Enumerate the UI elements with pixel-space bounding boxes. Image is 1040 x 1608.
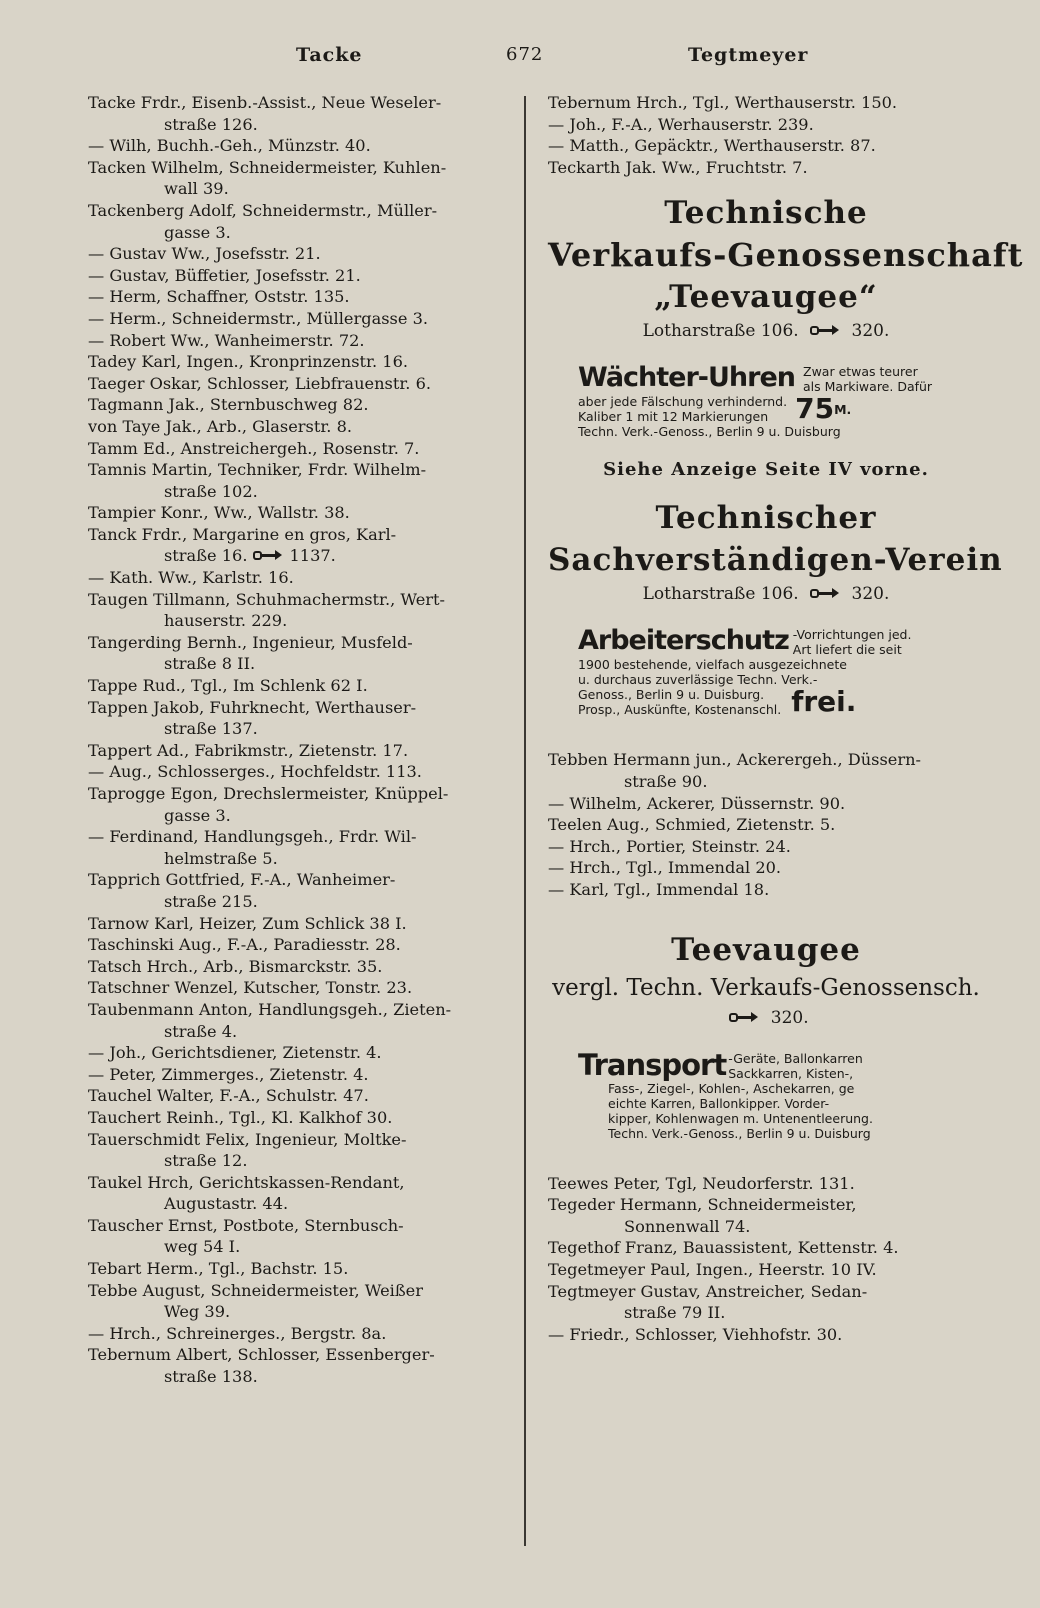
entry-text: helmstraße 5. [164, 848, 278, 868]
ad-text-line: Prosp., Auskünfte, Kostenanschl. [578, 702, 782, 718]
entry-text: — Matth., Gepäcktr., Werthauserstr. 87. [548, 136, 876, 156]
directory-entry-line [88, 524, 516, 546]
entry-text: hauserstr. 229. [164, 611, 288, 631]
directory-entry-line [88, 157, 516, 179]
ad-text-line: -Geräte, Ballonkarren [728, 1050, 863, 1066]
directory-entry-line [88, 653, 516, 675]
entry-text: Taubenmann Anton, Handlungsgeh., Zieten- [88, 999, 452, 1019]
ad-text-line: Techn. Verk.-Genoss., Berlin 9 u. Duisburg [608, 1125, 871, 1141]
entry-text: Teckarth Jak. Ww., Fruchtstr. 7. [548, 157, 808, 177]
header-right-keyword: Tegtmeyer [688, 44, 809, 66]
entry-text: Tackenberg Adolf, Schneidermstr., Müller- [88, 200, 438, 220]
entry-text: Taukel Hrch, Gerichtskassen-Rendant, [88, 1172, 405, 1192]
entry-text: Tappen Jakob, Fuhrknecht, Werthauser- [88, 697, 417, 717]
ad-address-line [548, 318, 984, 344]
right-top-entries [548, 92, 984, 178]
right-column [548, 92, 1024, 1345]
directory-entry-line [548, 1173, 984, 1195]
entry-text: — Hrch., Portier, Steinstr. 24. [548, 836, 791, 856]
entry-text: Taprogge Egon, Drechslermeister, Knüppel- [88, 784, 449, 803]
directory-entry-line [88, 222, 516, 244]
ad-address-line [548, 581, 984, 607]
ad-price: 75 [795, 392, 835, 426]
entry-text: straße 215. [164, 891, 258, 911]
directory-entry-line [88, 1150, 516, 1172]
directory-entry-line [88, 1107, 516, 1129]
entry-text: — Aug., Schlosserges., Hochfeldstr. 113. [88, 762, 422, 782]
directory-entry-line [88, 783, 516, 805]
right-middle-entries [548, 749, 984, 900]
directory-entry-line [88, 286, 516, 308]
ad-phone: 320. [770, 1007, 809, 1028]
ad-transport [548, 1049, 984, 1141]
ad-teevaugee-cooperative [548, 192, 1024, 344]
entry-text: — Peter, Zimmerges., Zietenstr. 4. [88, 1064, 369, 1084]
ad-free-label: frei. [791, 685, 857, 719]
entry-text: straße 12. [164, 1151, 248, 1171]
entry-text: Tappert Ad., Fabrikmstr., Zietenstr. 17. [88, 740, 409, 760]
directory-entry-line [88, 610, 516, 632]
directory-entry-line [88, 373, 516, 395]
directory-entry-line [88, 1215, 516, 1237]
entry-text: Tamnis Martin, Techniker, Frdr. Wilhelm- [88, 460, 427, 480]
entry-text: — Friedr., Schlosser, Viehhofstr. 30. [548, 1324, 843, 1344]
directory-entry-line [88, 481, 516, 503]
directory-entry-line [88, 869, 516, 891]
entry-text: Weg 39. [164, 1302, 231, 1322]
entry-text: Tauchert Reinh., Tgl., Kl. Kalkhof 30. [88, 1107, 393, 1127]
entry-text: Tacken Wilhelm, Schneidermeister, Kuhlen- [88, 157, 447, 177]
ad-text-line: Zwar etwas teurer [803, 364, 918, 380]
entry-text: — Joh., Gerichtsdiener, Zietenstr. 4. [88, 1043, 382, 1063]
entry-text: weg 54 I. [164, 1237, 241, 1257]
page-header [0, 44, 1040, 76]
ad-text-line: Fass-, Ziegel-, Kohlen-, Aschekarren, ge [608, 1080, 855, 1096]
ad-text-line: Genoss., Berlin 9 u. Duisburg. [578, 687, 765, 703]
entry-text: Tebernum Hrch., Tgl., Werthauserstr. 150. [548, 93, 898, 112]
telephone-icon [729, 1010, 759, 1024]
directory-entry-line [548, 1324, 984, 1346]
entry-text: — Joh., F.-A., Werhauserstr. 239. [548, 114, 814, 134]
telephone-icon [253, 548, 283, 562]
directory-entry-line [88, 459, 516, 481]
directory-entry-line [88, 178, 516, 200]
entry-text: Taeger Oskar, Schlosser, Liebfrauenstr. 6. [88, 373, 432, 393]
directory-entry-line [88, 243, 516, 265]
entry-text: Tanck Frdr., Margarine en gros, Karl- [88, 524, 397, 544]
ad-heading: Wächter-Uhren [578, 362, 796, 394]
entry-text: Tarnow Karl, Heizer, Zum Schlick 38 I. [88, 913, 407, 933]
directory-entry-line [88, 1085, 516, 1107]
entry-text: wall 39. [164, 179, 229, 199]
entry-text: — Herm, Schaffner, Oststr. 135. [88, 287, 350, 307]
directory-entry-line [88, 913, 516, 935]
ad-title-line2: Verkaufs-Genossenschaft [548, 236, 1024, 275]
entry-text: — Wilh, Buchh.-Geh., Münzstr. 40. [88, 136, 371, 156]
directory-entry-line [88, 1301, 516, 1323]
entry-text: straße 102. [164, 481, 258, 501]
ad-title: Teevaugee [671, 931, 861, 968]
directory-entry-line [88, 416, 516, 438]
directory-entry-line [88, 1236, 516, 1258]
directory-entry-line [548, 771, 984, 793]
directory-entry-line [88, 934, 516, 956]
directory-entry-line [548, 1216, 984, 1238]
directory-entry-line [88, 826, 516, 848]
directory-entry-line [548, 857, 984, 879]
entry-text: Tacke Frdr., Eisenb.-Assist., Neue Weseler- [88, 93, 442, 112]
directory-entry-line [88, 330, 516, 352]
ad-subtitle: vergl. Techn. Verkaufs-Genossensch. [552, 974, 980, 1001]
entry-text: — Gustav Ww., Josefsstr. 21. [88, 244, 321, 264]
ad-waechter-uhren [548, 362, 984, 439]
directory-entry-line [88, 567, 516, 589]
directory-entry-line [548, 1302, 984, 1324]
entry-text: — Ferdinand, Handlungsgeh., Frdr. Wil- [88, 827, 417, 847]
directory-entry-line [88, 891, 516, 913]
directory-entry-line [88, 675, 516, 697]
ad-phone-line [548, 1005, 984, 1031]
directory-entry-line [548, 1194, 984, 1216]
directory-entry-line [548, 114, 984, 136]
entry-text: Tagmann Jak., Sternbuschweg 82. [88, 395, 369, 415]
directory-entry-line [88, 977, 516, 999]
entry-text: Tauscher Ernst, Postbote, Sternbusch- [88, 1215, 404, 1235]
entry-text: straße 138. [164, 1367, 258, 1387]
directory-entry-line [88, 502, 516, 524]
entry-text: — Gustav, Büffetier, Josefsstr. 21. [88, 265, 361, 285]
entry-text: straße 16. [164, 546, 248, 566]
entry-text: straße 126. [164, 114, 258, 134]
ad-text-line: kipper, Kohlenwagen m. Untenentleerung. [608, 1110, 873, 1126]
column-divider [524, 96, 526, 1546]
entry-text: Tebernum Albert, Schlosser, Essenberger- [88, 1345, 435, 1365]
entry-text: Tauchel Walter, F.-A., Schulstr. 47. [88, 1086, 369, 1106]
directory-entry-line [88, 740, 516, 762]
ad-title-line1: Technische [664, 195, 868, 232]
directory-entry-line [88, 805, 516, 827]
entry-text: Tauerschmidt Felix, Ingenieur, Moltke- [88, 1129, 407, 1149]
ad-text-line: Art liefert die seit [792, 642, 902, 658]
directory-entry-line [88, 1366, 516, 1388]
directory-entry-line [88, 438, 516, 460]
directory-entry-line [88, 1021, 516, 1043]
directory-entry-line [88, 135, 516, 157]
directory-entry-line [548, 1259, 984, 1281]
telephone-icon [810, 586, 840, 600]
entry-text: Tegetmeyer Paul, Ingen., Heerstr. 10 IV. [548, 1259, 877, 1279]
ad-text-line: Sackkarren, Kisten-, [728, 1065, 854, 1081]
entry-text: Tegethof Franz, Bauassistent, Kettenstr. 4. [548, 1238, 899, 1258]
directory-entry-line [88, 265, 516, 287]
header-left-keyword: Tacke [296, 44, 363, 66]
entry-text: Tapprich Gottfried, F.-A., Wanheimer- [88, 870, 396, 890]
ad-title-line1: Technischer [655, 500, 877, 537]
ad-text-line: eichte Karren, Ballonkipper. Vorder- [608, 1095, 830, 1111]
ad-text-line: aber jede Fälschung verhindernd. [578, 394, 788, 410]
directory-entry-line [88, 697, 516, 719]
directory-entry-line [88, 1258, 516, 1280]
directory-entry-line [88, 1193, 516, 1215]
directory-entry-line [88, 1042, 516, 1064]
directory-entry-line [88, 1064, 516, 1086]
directory-entry-line [548, 135, 984, 157]
entry-text: Tebben Hermann jun., Ackerergeh., Düssern- [548, 750, 921, 770]
directory-entry-line [88, 1344, 516, 1366]
directory-entry-line [88, 589, 516, 611]
entry-text: straße 79 II. [624, 1303, 726, 1323]
entry-text: Tatschner Wenzel, Kutscher, Tonstr. 23. [88, 978, 413, 998]
ad-text-line: Kaliber 1 mit 12 Markierungen [578, 409, 769, 425]
right-bottom-entries [548, 1173, 984, 1346]
directory-entry-line [88, 1280, 516, 1302]
entry-text: von Taye Jak., Arb., Glaserstr. 8. [88, 416, 353, 436]
directory-entry-line [548, 157, 984, 179]
entry-text: Teewes Peter, Tgl, Neudorferstr. 131. [548, 1173, 855, 1193]
directory-entry-line [88, 351, 516, 373]
ad-title-line3: „Teevaugee“ [654, 279, 878, 316]
directory-entry-line [88, 848, 516, 870]
directory-entry-line [88, 1323, 516, 1345]
directory-entry-line [88, 200, 516, 222]
entry-text: — Karl, Tgl., Immendal 18. [548, 879, 770, 899]
entry-text: Tebart Herm., Tgl., Bachstr. 15. [88, 1259, 349, 1279]
notice-see-ad: Siehe Anzeige Seite IV vorne. [603, 459, 929, 481]
entry-text: Taugen Tillmann, Schuhmachermstr., Wert- [88, 589, 446, 609]
page-number: 672 [506, 44, 544, 65]
directory-entry-line [548, 92, 984, 114]
ad-heading: Transport [578, 1047, 727, 1082]
directory-entry-line [548, 814, 984, 836]
directory-entry-line [548, 836, 984, 858]
directory-entry-line [88, 308, 516, 330]
directory-entry-line [88, 999, 516, 1021]
entry-text: Tebbe August, Schneidermeister, Weißer [88, 1280, 423, 1300]
ad-text-line: als Markiware. Dafür [803, 379, 933, 395]
directory-entry-line [88, 394, 516, 416]
ad-heading: Arbeiterschutz [578, 625, 789, 657]
ad-title-line2: Sachverständigen-Verein [548, 542, 1003, 579]
entry-text: — Hrch., Tgl., Immendal 20. [548, 858, 782, 878]
entry-text: straße 8 II. [164, 654, 256, 674]
ad-text-line: 1900 bestehende, vielfach ausgezeichnete [578, 657, 847, 673]
entry-text: Tegtmeyer Gustav, Anstreicher, Sedan- [548, 1281, 868, 1301]
ad-price-unit: M. [834, 401, 852, 417]
ad-text-line: u. durchaus zuverlässige Techn. Verk.- [578, 672, 818, 688]
directory-entry-line [88, 632, 516, 654]
entry-text: Tappe Rud., Tgl., Im Schlenk 62 I. [88, 676, 368, 696]
directory-entry-line [548, 1281, 984, 1303]
entry-phone: 1137. [289, 546, 336, 566]
ad-sachverstaendigen-verein [548, 497, 1003, 607]
ad-text-line: -Vorrichtungen jed. [792, 627, 912, 643]
directory-entry-line [88, 956, 516, 978]
directory-entry-line [548, 1237, 984, 1259]
directory-entry-line [548, 749, 984, 771]
directory-entry-line [88, 761, 516, 783]
entry-text: — Wilhelm, Ackerer, Düssernstr. 90. [548, 793, 846, 813]
entry-text: Teelen Aug., Schmied, Zietenstr. 5. [548, 815, 836, 835]
directory-entry-line [548, 879, 984, 901]
entry-text: gasse 3. [164, 805, 231, 825]
entry-text: straße 90. [624, 771, 708, 791]
ad-address: Lotharstraße 106. [642, 321, 799, 342]
entry-text: — Kath. Ww., Karlstr. 16. [88, 568, 294, 588]
ad-text-line: Techn. Verk.-Genoss., Berlin 9 u. Duisburg [578, 424, 841, 440]
directory-entry-line [548, 793, 984, 815]
entry-text: — Robert Ww., Wanheimerstr. 72. [88, 330, 365, 350]
entry-text: gasse 3. [164, 222, 231, 242]
entry-text: straße 4. [164, 1021, 238, 1041]
ad-phone: 320. [851, 584, 890, 605]
entry-text: straße 137. [164, 719, 258, 739]
directory-entry-line [88, 114, 516, 136]
entry-text: Taschinski Aug., F.-A., Paradiesstr. 28. [88, 935, 401, 955]
entry-text: — Herm., Schneidermstr., Müllergasse 3. [88, 308, 429, 328]
entry-text: — Hrch., Schreinerges., Bergstr. 8a. [88, 1323, 387, 1343]
entry-text: Sonnenwall 74. [624, 1216, 751, 1236]
entry-text: Tadey Karl, Ingen., Kronprinzenstr. 16. [88, 352, 409, 372]
ad-arbeiterschutz [548, 625, 984, 717]
ad-teevaugee-reference [548, 929, 984, 1031]
entry-text: Tampier Konr., Ww., Wallstr. 38. [88, 503, 350, 523]
entry-text: Tangerding Bernh., Ingenieur, Musfeld- [88, 632, 413, 652]
directory-entry-line [88, 545, 516, 567]
ad-address: Lotharstraße 106. [642, 584, 799, 605]
entry-text: Tatsch Hrch., Arb., Bismarckstr. 35. [88, 956, 383, 976]
entry-text: Tamm Ed., Anstreichergeh., Rosenstr. 7. [88, 438, 420, 458]
directory-entry-line [88, 1129, 516, 1151]
entry-text: Augustastr. 44. [164, 1194, 289, 1214]
telephone-icon [810, 323, 840, 337]
ad-phone: 320. [851, 321, 890, 342]
left-column [88, 92, 516, 1388]
directory-entry-line [88, 92, 516, 114]
entry-text: Tegeder Hermann, Schneidermeister, [548, 1195, 857, 1215]
directory-entry-line [88, 1172, 516, 1194]
directory-entry-line [88, 718, 516, 740]
